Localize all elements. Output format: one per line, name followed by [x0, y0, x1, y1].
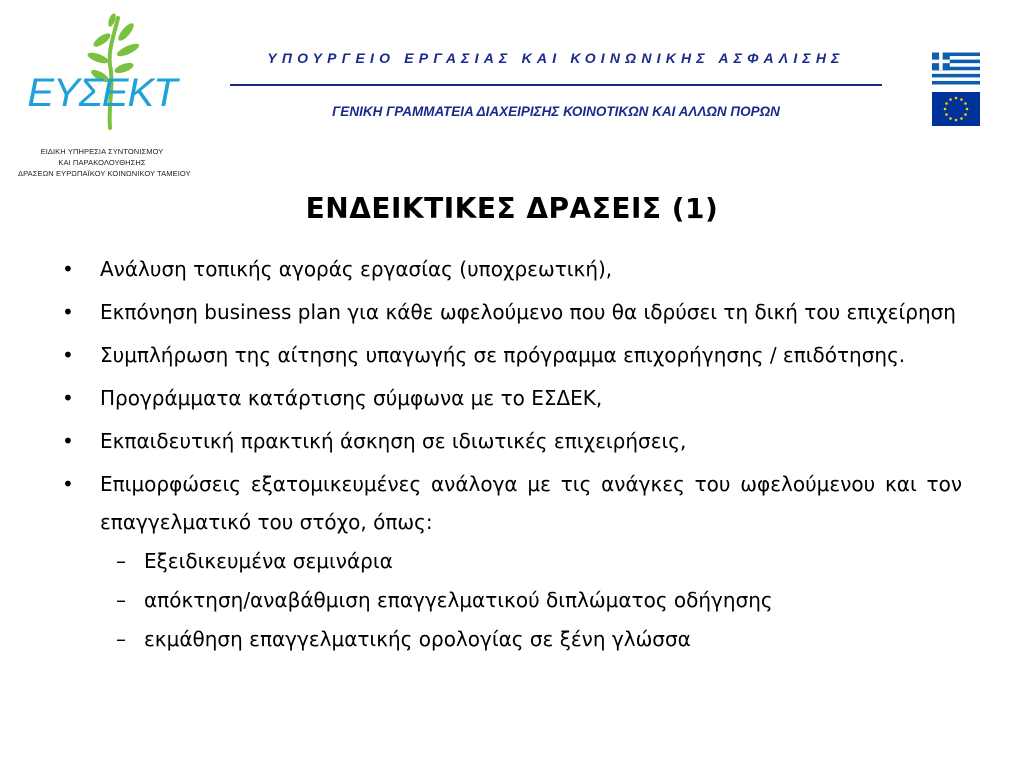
list-item: [58, 293, 962, 331]
slide-title: ΕΝΔΕΙΚΤΙΚΕΣ ΔΡΑΣΕΙΣ (1): [305, 192, 719, 225]
ministry-title: ΥΠΟΥΡΓΕΙΟ ΕΡΓΑΣΙΑΣ ΚΑΙ ΚΟΙΝΩΝΙΚΗΣ ΑΣΦΑΛΙΣΗΣ: [267, 50, 845, 66]
sub-bullet-text: εκμάθηση επαγγελματικής ορολογίας σε ξένη γλώσσα: [144, 627, 691, 651]
sub-bullet-dash: –: [116, 627, 126, 651]
sub-bullet-text: απόκτηση/αναβάθμιση επαγγελματικού διπλώματος οδήγησης: [144, 588, 773, 612]
list-item: [58, 379, 962, 417]
bullet-dot: •: [62, 472, 74, 496]
logo-graphic: [18, 10, 186, 140]
bullet-text: Ανάλυση τοπικής αγοράς εργασίας (υποχρεωτική),: [100, 257, 613, 281]
bullet-dot: •: [62, 386, 74, 410]
bullet-dot: •: [62, 429, 74, 453]
logo-caption-line: ΕΙΔΙΚΗ ΥΠΗΡΕΣΙΑ ΣΥΝΤΟΝΙΣΜΟΥ: [40, 147, 164, 156]
bullet-text: Επιμορφώσεις εξατομικευμένες ανάλογα με τις ανάγκες του ωφελούμενου και τον επαγγελματικό του στόχο, όπως:: [100, 472, 962, 534]
bullet-dot: •: [62, 343, 74, 367]
bullet-text: Συμπλήρωση της αίτησης υπαγωγής σε πρόγραμμα επιχορήγησης / επιδότησης.: [100, 343, 906, 367]
bullet-dot: •: [62, 257, 74, 281]
sub-list-item: [58, 581, 962, 620]
eyseκt-logo: [18, 10, 191, 178]
sub-list-item: [58, 620, 962, 659]
bullet-text: Εκπαιδευτική πρακτική άσκηση σε ιδιωτικές επιχειρήσεις,: [100, 429, 687, 453]
greek-flag-icon: [932, 52, 980, 85]
bullet-text: Προγράμματα κατάρτισης σύμφωνα με το ΕΣΔΕΚ,: [100, 386, 603, 410]
bullet-text: Εκπόνηση business plan για κάθε ωφελούμενο που θα ιδρύσει τη δική του επιχείρηση: [100, 300, 956, 324]
logo-caption: [18, 146, 191, 179]
sub-list-item: [58, 542, 962, 581]
sub-bullet-text: Εξειδικευμένα σεμινάρια: [144, 549, 393, 573]
list-item: [58, 250, 962, 288]
bullet-list: [58, 250, 962, 659]
bullet-dot: •: [62, 300, 74, 324]
eu-flag-icon: [932, 92, 980, 126]
logo-caption-line: ΔΡΑΣΕΩΝ ΕΥΡΩΠΑΪΚΟΥ ΚΟΙΝΩΝΙΚΟΥ ΤΑΜΕΙΟΥ: [18, 169, 191, 178]
sub-bullet-dash: –: [116, 588, 126, 612]
logo-wordmark: ΕΥΣΕΚΤ: [27, 71, 177, 115]
list-item: [58, 336, 962, 374]
header-divider: [230, 84, 882, 86]
list-item: [58, 422, 962, 460]
secretariat-title: ΓΕΝΙΚΗ ΓΡΑΜΜΑΤΕΙΑ ΔΙΑΧΕΙΡΙΣΗΣ ΚΟΙΝΟΤΙΚΩΝ ΚΑΙ ΑΛΛΩΝ ΠΟΡΩΝ: [332, 104, 780, 119]
sub-bullet-dash: –: [116, 549, 126, 573]
list-item: [58, 465, 962, 541]
logo-caption-line: ΚΑΙ ΠΑΡΑΚΟΛΟΥΘΗΣΗΣ: [58, 158, 146, 167]
sub-bullet-list: [58, 542, 962, 659]
